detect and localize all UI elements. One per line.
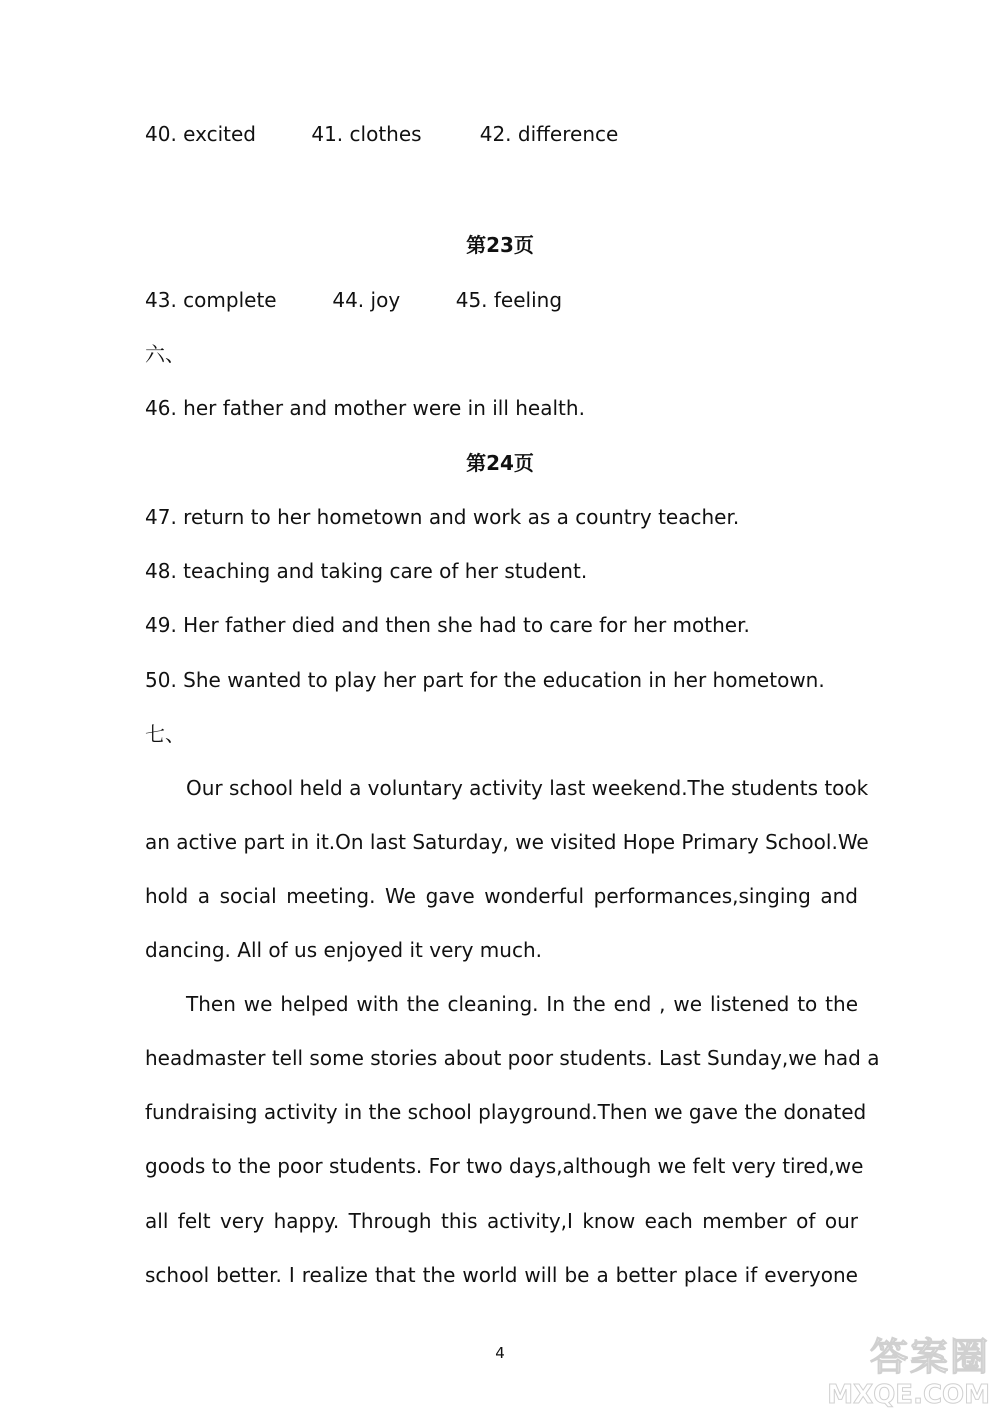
answer-row-43-45 [145, 286, 562, 314]
essay-line: hold a social meeting. We gave wonderful performances,singing and [145, 884, 858, 908]
watermark-logo [815, 1335, 990, 1420]
essay-line: headmaster tell some stories about poor students. Last Sunday,we had a [145, 1046, 880, 1070]
section-7-mark: 七、 [145, 722, 185, 746]
answer-43: 43. complete [145, 288, 277, 312]
page-number: 4 [495, 1344, 505, 1362]
essay-line: goods to the poor students. For two days,although we felt very tired,we [145, 1154, 864, 1178]
essay-line: school better. I realize that the world will be a better place if everyone [145, 1263, 858, 1287]
essay-line: an active part in it.On last Saturday, we visited Hope Primary School.We [145, 830, 869, 854]
answer-47: 47. return to her hometown and work as a country teacher. [145, 505, 740, 529]
answer-48: 48. teaching and taking care of her student. [145, 559, 588, 583]
essay-line: Then we helped with the cleaning. In the end , we listened to the [186, 992, 858, 1016]
essay-line: fundraising activity in the school playground.Then we gave the donated [145, 1100, 867, 1124]
answer-50: 50. She wanted to play her part for the education in her hometown. [145, 668, 825, 692]
essay-line: all felt very happy. Through this activity,I know each member of our [145, 1209, 858, 1233]
answer-42: 42. difference [479, 122, 619, 146]
answer-row-40-42 [145, 120, 618, 148]
essay-line: Our school held a voluntary activity last weekend.The students took [186, 776, 869, 800]
watermark-url-text: MXQE.COM [827, 1380, 990, 1410]
section-6-mark: 六、 [145, 342, 185, 366]
essay-line: dancing. All of us enjoyed it very much. [145, 938, 542, 962]
page-23-heading: 第23页 [466, 233, 534, 257]
answer-45: 45. feeling [455, 288, 563, 312]
watermark-logo-text: 答案圈 [869, 1335, 990, 1379]
answer-41: 41. clothes [311, 122, 422, 146]
answer-46: 46. her father and mother were in ill health. [145, 396, 585, 420]
answer-44: 44. joy [332, 288, 401, 312]
answer-40: 40. excited [145, 122, 257, 146]
answer-49: 49. Her father died and then she had to care for her mother. [145, 613, 750, 637]
page-24-heading: 第24页 [466, 451, 534, 475]
